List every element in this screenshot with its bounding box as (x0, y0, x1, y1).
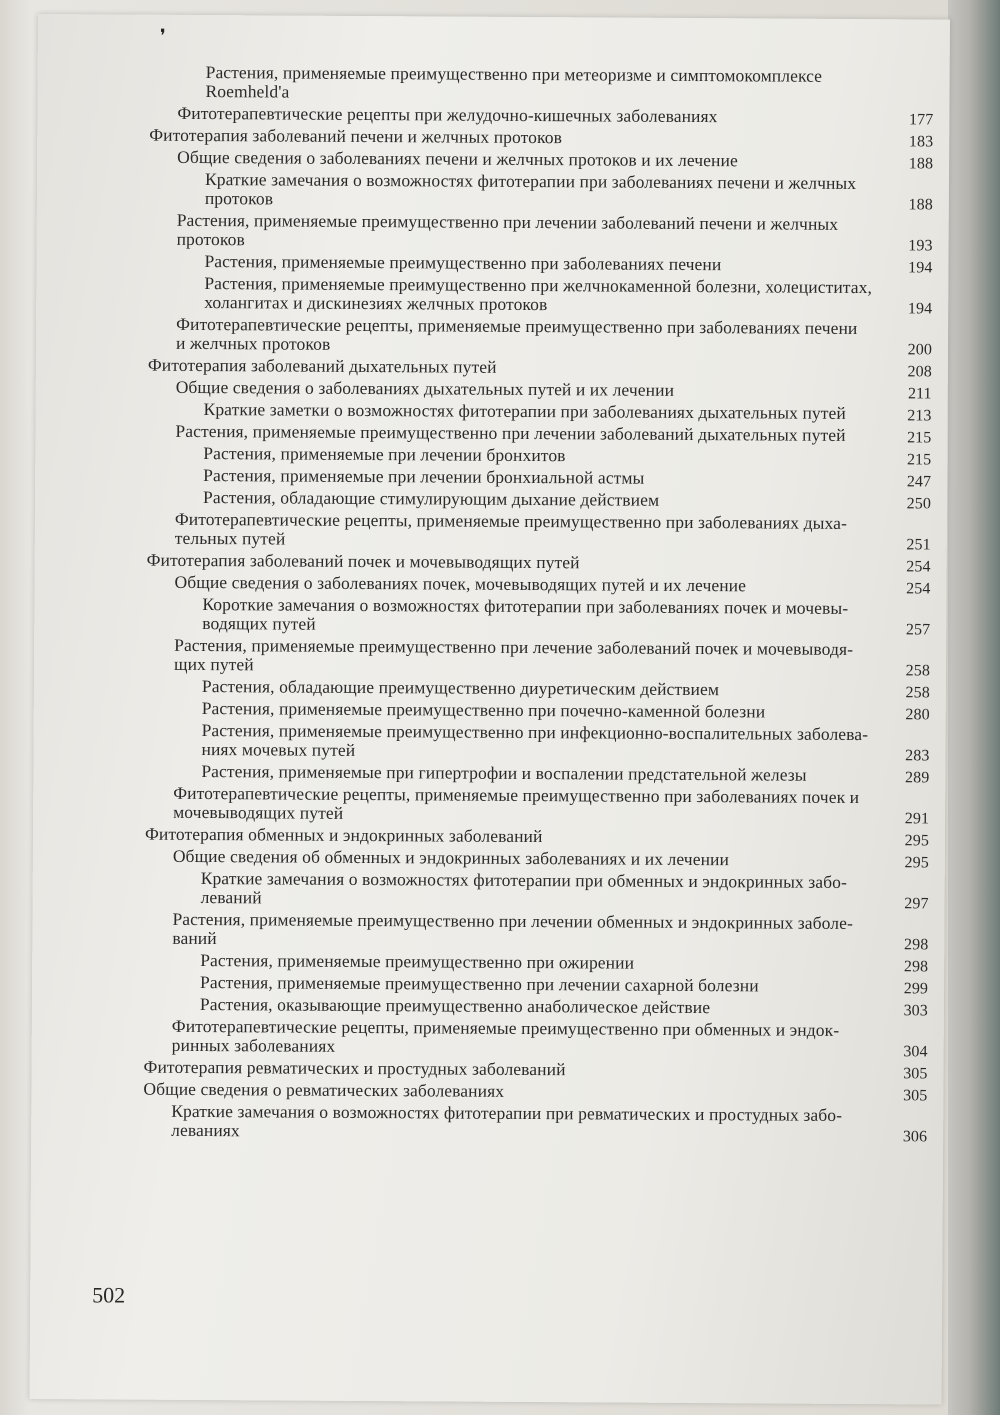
toc-page-number: 258 (905, 684, 930, 702)
toc-entry-text: протоков (204, 188, 274, 209)
toc-page-number: 188 (908, 155, 934, 173)
toc-entry (204, 400, 932, 423)
toc-entry-text: Растения, применяемые преимущественно при инфекционно-воспалительных заболева- (201, 720, 869, 745)
toc-entry-text: Фитотерапия заболеваний печени и желчных протоков (149, 124, 563, 148)
toc-entry-text: Фитотерапевтические рецепты, применяемые преимущественно при заболеваниях дыха- (174, 508, 847, 533)
toc-entry (145, 825, 929, 849)
toc-page-number: 213 (907, 407, 932, 425)
toc-page-number: 208 (907, 363, 932, 381)
toc-entry (203, 444, 931, 467)
toc-page-number: 283 (905, 747, 930, 765)
toc-entry-text: Фитотерапия заболеваний дыхательных путей (147, 354, 497, 377)
toc-page-number: 258 (905, 662, 931, 680)
toc-entry (201, 762, 929, 785)
toc-entry (172, 1017, 928, 1060)
toc-entry-text: Фитотерапия обменных и эндокринных заболеваний (144, 823, 543, 847)
toc-entry-text: ваний (172, 927, 217, 949)
toc-entry (148, 356, 932, 380)
toc-entry-text: Краткие замечания о возможностях фитотерапии при обменных и эндокринных забо- (200, 868, 848, 892)
toc-entry (202, 677, 930, 700)
toc-entry (203, 488, 931, 511)
toc-entry (200, 995, 928, 1018)
toc-entry-text: Растения, применяемые при гипертрофии и воспалении предстательной железы (201, 761, 807, 785)
toc-page-number: 298 (903, 936, 929, 954)
toc-page-number: 257 (905, 621, 931, 639)
toc-page-number: 194 (908, 259, 933, 277)
toc-entry-text: Краткие замечания о возможностях фитотерапии при заболеваниях печени и желчных (204, 169, 857, 194)
toc-entry-text: Растения, оказывающие преимущественно анаболическое действие (199, 994, 711, 1018)
toc-entry (205, 63, 933, 105)
toc-entry-text: Растения, применяемые преимущественно при ожирении (200, 950, 635, 973)
toc-entry-text: Растения, применяемые преимущественно при лечении заболеваний печени и желчных (176, 209, 839, 234)
toc-entry-text: Растения, применяемые преимущественно при заболеваниях печени (204, 251, 722, 275)
toc-entry (171, 1102, 927, 1145)
toc-entry (176, 378, 932, 402)
toc-page-number: 291 (904, 810, 930, 828)
toc-entry (175, 422, 931, 446)
toc-entry-text: Фитотерапия ревматических и простудных заболеваний (143, 1056, 566, 1080)
book-page (30, 14, 950, 1405)
toc-entry (201, 721, 929, 763)
toc-page-number: 306 (902, 1128, 928, 1146)
toc-entry (175, 510, 931, 553)
toc-entry (203, 466, 931, 489)
toc-entry (177, 211, 933, 254)
toc-entry-text: Короткие замечания о возможностях фитотерапии при заболеваниях почек и мочевы- (202, 594, 849, 618)
toc-page-number: 188 (908, 196, 933, 214)
toc-entry-text: протоков (176, 228, 245, 250)
toc-entry-text: Растения, обладающие преимущественно диуретическим действием (201, 676, 720, 700)
toc-entry (147, 551, 931, 575)
toc-entry-text: Общие сведения об обменных и эндокринных заболеваниях и их лечении (172, 845, 730, 870)
toc-entry-text: Растения, обладающие стимулирующим дыхание действием (202, 487, 660, 510)
toc-entry-text: Общие сведения о заболеваниях почек, мочевыводящих путей и их лечение (174, 571, 747, 596)
toc-page-number: 299 (903, 980, 929, 998)
toc-entry (177, 104, 933, 128)
toc-page-number: 289 (904, 769, 930, 787)
toc-page-number: 215 (906, 451, 932, 469)
toc-entry (143, 1080, 927, 1104)
toc-page-number: 298 (903, 958, 929, 976)
toc-entry-text: Фитотерапия заболеваний почек и мочевыводящих путей (146, 549, 580, 573)
toc-page-number: 280 (905, 706, 930, 724)
toc-entry-text: Растения, применяемые преимущественно при лечении заболеваний дыхательных путей (175, 420, 846, 445)
toc-entry-text: тельных путей (174, 527, 286, 549)
toc-entry-text: леваниях (171, 1119, 240, 1141)
toc-entry-text: ринных заболеваниях (171, 1034, 336, 1056)
toc-entry (173, 847, 929, 871)
toc-entry (204, 274, 932, 316)
toc-entry-text: Roemheld'a (205, 81, 290, 102)
toc-entry (174, 573, 930, 597)
toc-page-number: 211 (907, 385, 932, 403)
toc-entry-text: мочевыводящих путей (173, 801, 344, 823)
toc-entry-text: Растения, применяемые преимущественно при лечение заболеваний почек и мочевыводя- (174, 634, 854, 659)
toc-entry-text: Общие сведения о заболеваниях печени и желчных протоков и их лечение (177, 146, 738, 171)
page-number: 502 (92, 1282, 126, 1308)
toc-entry-text: Растения, применяемые преимущественно при почечно-каменной болезни (201, 698, 766, 722)
toc-entry-text: Растения, применяемые при лечении бронхиальной астмы (203, 465, 645, 488)
toc-entry-text: ниях мочевых путей (201, 739, 356, 760)
toc-entry-text: Растения, применяемые преимущественно при желчнокаменной болезни, холециститах, (204, 273, 873, 298)
toc-entry (174, 636, 930, 679)
toc-entry (204, 252, 932, 275)
toc-entry (172, 910, 928, 953)
toc-page-number: 177 (909, 111, 934, 129)
toc-page-number: 303 (903, 1002, 928, 1020)
toc-entry-text: леваний (200, 887, 262, 908)
toc-page-number: 295 (904, 832, 930, 850)
ink-mark: ❜ (159, 25, 166, 46)
toc-entry-text: Фитотерапевтические рецепты, применяемые преимущественно при обменных и эндок- (171, 1015, 840, 1040)
toc-page-number: 251 (906, 536, 931, 554)
toc-entry (176, 315, 932, 358)
toc-entry-text: Краткие заметки о возможностях фитотерапии при заболеваниях дыхательных путей (203, 399, 846, 423)
toc-entry-text: Растения, применяемые при лечении бронхитов (203, 443, 566, 466)
toc-page-number: 254 (906, 558, 931, 576)
toc-entry (200, 951, 928, 974)
toc-entry-text: Краткие замечания о возможностях фитотерапии при ревматических и простудных забо- (171, 1100, 843, 1125)
toc-page-number: 304 (903, 1043, 928, 1061)
toc-page-number: 247 (906, 473, 932, 491)
toc-page-number: 305 (903, 1087, 928, 1105)
toc-page-number: 250 (906, 495, 932, 513)
toc-entry (201, 869, 929, 911)
toc-entry-text: Растения, применяемые преимущественно при лечении сахарной болезни (200, 972, 759, 996)
toc-entry-text: и желчных протоков (175, 332, 331, 354)
toc-page-number: 305 (903, 1065, 928, 1083)
toc-page-number: 193 (908, 237, 933, 255)
toc-page-number: 297 (904, 895, 929, 913)
toc-page-number: 215 (907, 429, 932, 447)
toc-entry-text: водящих путей (202, 613, 316, 634)
toc-entry-text: холангитах и дискинезиях желчных протоков (204, 292, 548, 315)
toc-entry (202, 595, 930, 637)
toc-entry-text: Общие сведения о ревматических заболеваниях (143, 1078, 505, 1101)
toc-entry (173, 784, 929, 827)
toc-entry-text: Растения, применяемые преимущественно при метеоризме и симптомокомплексе (205, 62, 823, 86)
toc-page-number: 200 (907, 341, 933, 359)
toc-entry-text: Общие сведения о заболеваниях дыхательных путей и их лечении (175, 376, 675, 400)
toc-page-number: 194 (907, 300, 933, 318)
toc-page-number: 183 (908, 133, 934, 151)
toc-entry (202, 699, 930, 722)
toc-entry-text: Растения, применяемые преимущественно при лечении обменных и эндокринных заболе- (172, 908, 853, 933)
toc-entry-text: Фитотерапевтические рецепты при желудочно-кишечных заболеваниях (177, 102, 718, 127)
book-spine (948, 0, 1000, 1415)
toc-entry-text: Фитотерапевтические рецепты, применяемые преимущественно при заболеваниях почек и (173, 782, 860, 808)
toc-entry (149, 126, 933, 150)
toc-entry (144, 1058, 928, 1082)
toc-entry-text: щих путей (173, 653, 254, 675)
toc-page-number: 254 (906, 580, 931, 598)
toc-entry (205, 170, 933, 212)
toc-entry (177, 148, 933, 172)
toc-page-number: 295 (904, 854, 929, 872)
toc-entry-text: Фитотерапевтические рецепты, применяемые преимущественно при заболеваниях печени (176, 313, 858, 339)
toc-entry (200, 973, 928, 996)
